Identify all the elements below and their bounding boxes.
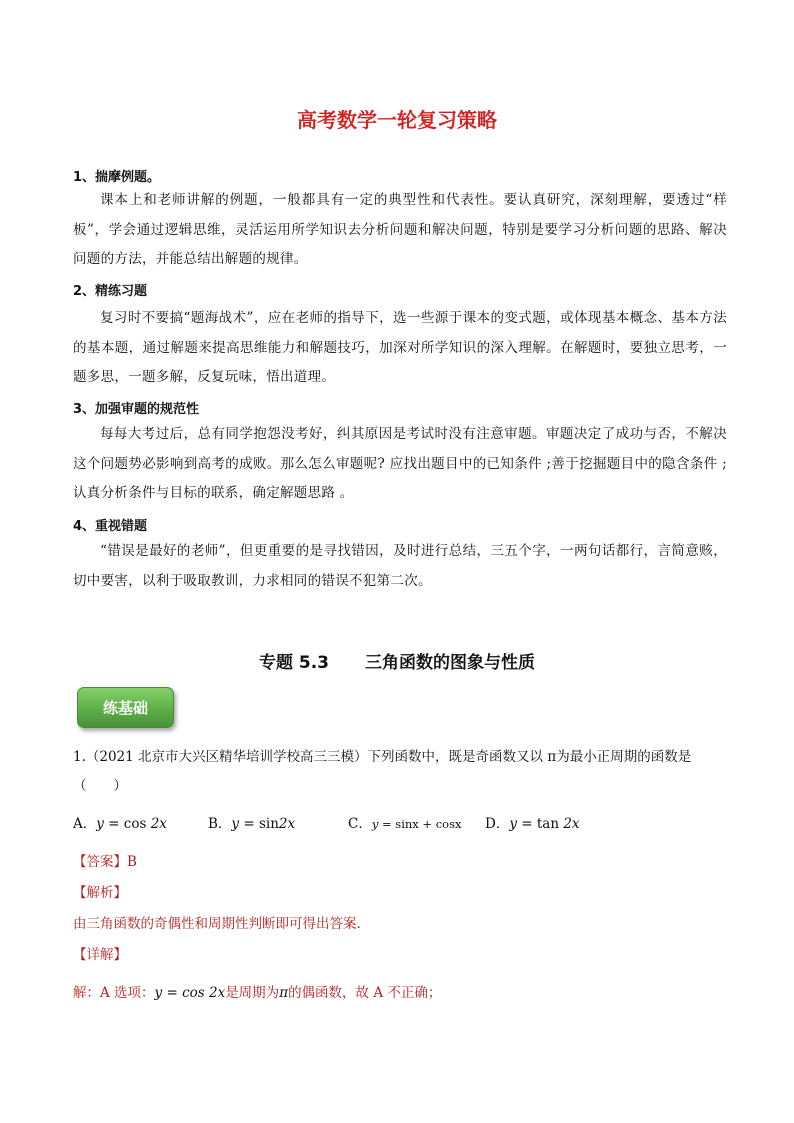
detail-label: 【详解】 bbox=[73, 947, 127, 963]
section-3-heading: 3、加强审题的规范性 bbox=[73, 402, 200, 417]
option-d[interactable]: D．y = tan 2x bbox=[485, 816, 580, 832]
practice-basics-badge: 练基础 bbox=[77, 687, 174, 728]
section-1-body: 课本上和老师讲解的例题，一般都具有一定的典型性和代表性。要认真研究，深刻理解，要透过“样板”，学会通过逻辑思维，灵活运用所学知识去分析问题和解决问题，特别是要学习分析问题的思路、解决问题的方法，并能总结出解题的规律。 bbox=[73, 192, 727, 268]
section-2-heading: 2、精练习题 bbox=[73, 284, 148, 299]
section-4-body: “错误是最好的老师”，但更重要的是寻找错因，及时进行总结，三五个字，一两句话都行，言简意赅，切中要害，以利于吸取教训，力求相同的错误不犯第二次。 bbox=[73, 543, 727, 589]
section-4-heading: 4、重视错题 bbox=[73, 519, 148, 534]
section-2-body: 复习时不要搞“题海战术”，应在老师的指导下，选一些源于课本的变式题，或体现基本概念、基本方法的基本题，通过解题来提高思维能力和解题技巧，加深对所学知识的深入理解。在解题时，要独立思考，一题多思，一题多解，反复玩味，悟出道理。 bbox=[73, 310, 727, 386]
question-blank: （ ） bbox=[73, 778, 127, 794]
answer-label: 【答案】B bbox=[73, 854, 137, 870]
topic-label: 专题 5.3 bbox=[258, 653, 330, 673]
section-1-heading: 1、揣摩例题。 bbox=[73, 170, 161, 185]
option-a[interactable]: A．y = cos 2x bbox=[73, 816, 167, 832]
topic-title: 三角函数的图象与性质 bbox=[365, 653, 536, 673]
analysis-label: 【解析】 bbox=[73, 885, 127, 901]
section-3-body: 每每大考过后，总有同学抱怨没考好，纠其原因是考试时没有注意审题。审题决定了成功与否，不解决这个问题势必影响到高考的成败。那么怎么审题呢? 应找出题目中的已知条件 ;善于挖掘题目中的隐含条件 ;认真分析条件与目标的联系，确定解题思路 。 bbox=[73, 426, 727, 502]
page-title: 高考数学一轮复习策略 bbox=[297, 108, 497, 132]
detail-formula: y = cos 2x bbox=[154, 985, 226, 1001]
question-stem: 1.（2021 北京市大兴区精华培训学校高三三模）下列函数中，既是奇函数又以 π为最小正周期的函数是 bbox=[73, 749, 692, 765]
option-c[interactable]: C．y = sinx + cosx bbox=[348, 816, 462, 832]
detail-line: 解：A 选项：y = cos 2x是周期为π的偶函数，故 A 不正确； bbox=[73, 985, 442, 1001]
analysis-text: 由三角函数的奇偶性和周期性判断即可得出答案. bbox=[73, 916, 361, 932]
topic-heading bbox=[0, 648, 794, 673]
option-b[interactable]: B．y = sin2x bbox=[208, 816, 296, 832]
detail-pi: π bbox=[279, 985, 289, 1001]
